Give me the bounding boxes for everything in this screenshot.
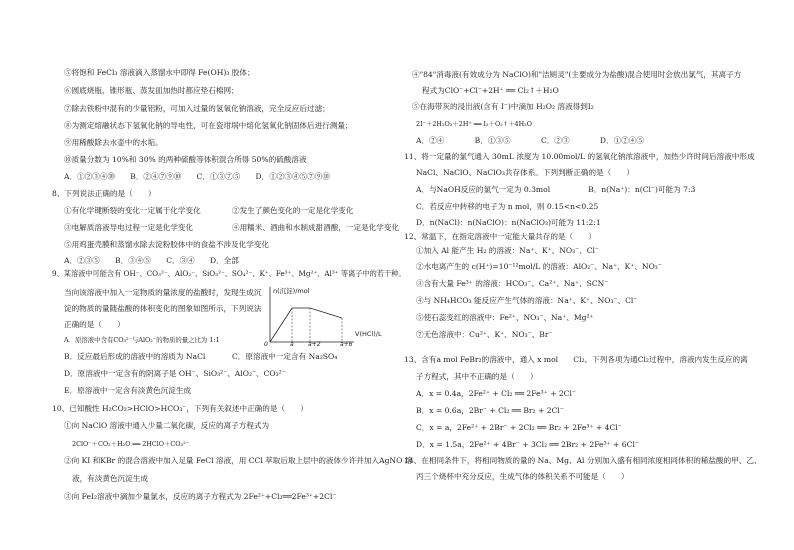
option-e: E．原溶液中一定含有淡黄色沉淀生成	[64, 386, 192, 395]
answer-options: A．②④ B．①③⑤ C．②③ D．①②④⑤	[416, 136, 644, 145]
precipitate-graph	[262, 284, 386, 346]
x-tick-label: 0	[264, 341, 268, 346]
statement: ③电解质溶液导电过程一定是化学变化	[64, 223, 194, 232]
statement: ⑤在海带灰的浸出液(含有 I⁻)中滴加 H₂O₂ 溶液得到I₂	[412, 102, 594, 111]
equation: 2I⁻＋2H₂O₂＋2H⁺ ══ I₂＋O₂↑＋4H₂O	[416, 120, 532, 128]
text-line: NaCl、NaClO、NaClO₃共存体系。下列判断正确的是（ ）	[416, 168, 635, 177]
question-10: 10、已知酸性 H₂CO₃>HClO>HCO₃⁻，下列有关叙述中正确的是（ ）	[52, 404, 308, 413]
option-c: C．原溶液中一定含有 Na₂SO₄	[232, 352, 338, 361]
question-9	[52, 269, 406, 279]
precipitate-series-line	[270, 308, 342, 342]
text-line: 淀的物质的量随盐酸的体积变化的图象如图所示，下列说法	[64, 304, 262, 313]
statement: ①有化学键断裂的变化一定属于化学变化	[64, 206, 201, 215]
text-line: 正确的是（ ）	[64, 320, 125, 329]
text-line: ⑦除去铁粉中混有的少量铝粉，可加入过量的氢氧化钠溶液，完全反应后过滤；	[64, 104, 330, 113]
option-c: C．若反应中转移的电子为 n mol，则 0.15<n<0.25	[416, 202, 599, 211]
option-b: B．反应最后形成的溶液中的溶质为 NaCl	[64, 352, 206, 361]
x-axis-label: V(HCl)/L	[355, 330, 382, 338]
option-b: B．x = 0.6a，2Br⁻ + Cl₂ ══ Br₂ + 2Cl⁻	[416, 406, 564, 415]
statement: ④"84"消毒液(有效成分为 NaClO)和"洁厕灵"(主要成分为盐酸)混合使用时会放出氯气，其离子方	[412, 70, 742, 79]
equation: 2ClO⁻＋CO₂＋H₂O ══ 2HClO＋CO₃²⁻	[72, 440, 190, 448]
text-line: 子方程式，其中不正确的是（ ）	[416, 372, 538, 381]
option-a: A．原溶液中含有CO₃²⁻与AlO₂⁻的物质的量之比为 1:1	[64, 336, 220, 344]
text-line: ⑨用稀酸除去水壶中的水垢。	[64, 138, 163, 147]
x-tick-label: a+6	[340, 341, 353, 346]
question-12: 12、常温下，在指定溶液中一定能大量共存的是（ ）	[404, 232, 596, 241]
option-d: D．x = 1.5a，2Fe²⁺ + 4Br⁻ + 3Cl₂ ══ 2Br₂ + 2Fe³⁺ + 6Cl⁻	[416, 440, 639, 449]
statement: ④用糯米、酒曲和水制成甜酒酿，一定是化学变化	[232, 223, 400, 232]
question-13: 13、含有a mol FeBr₂的溶液中，通入 x mol Cl₂。下列各项为通Cl₂过程中，溶液内发生反应的离	[404, 355, 748, 364]
statement: ①向 NaClO 溶液中通入少量二氧化碳，反应的离子方程式为	[64, 421, 270, 430]
option-ab: A．与NaOH反应的氯气一定为 0.3mol B．n(Na⁺)：n(Cl⁻)可能为 7:3	[416, 185, 696, 194]
statement: ①加入 Al 能产生 H₂ 的溶液：Na⁺、K⁺、NO₃⁻、Cl⁻	[416, 246, 599, 255]
option-d: D．原溶液中一定含有的阴离子是 OH⁻、SiO₃²⁻、AlO₂⁻、CO₃²⁻	[64, 369, 286, 378]
question-11: 11、将一定量的氯气通入 30mL 浓度为 10.00mol/L 的氢氧化钠浓溶液中，加热少许时间后溶液中形成	[404, 152, 755, 161]
question-8: 8、下列说法正确的是（ ）	[52, 189, 156, 198]
statement: ④与 NH₄HCO₃ 能反应产生气体的溶液：Na⁺、K⁺、NO₃⁻、Cl⁻	[416, 296, 638, 305]
text-line: 当向该溶液中加入一定物质的量浓度的盐酸时，发现生成沉	[64, 288, 262, 297]
statement: ⑤使石蕊变红的溶液中：Fe²⁺、NO₃⁻、Na⁺、Mg²⁺	[416, 313, 594, 322]
answer-options: A．②③⑤ B．③④⑤ C．③④ D．全部	[64, 256, 239, 265]
statement: ②水电离产生的 c(H⁺)=10⁻¹²mol/L 的溶液：AlO₂⁻、Na⁺、K⁺、NO₃⁻	[416, 262, 662, 271]
question-9-text: 9、某溶液中可能含有 OH⁻、CO₃²⁻、AlO₂⁻、SiO₃²⁻、SO₄²⁻、K⁺、Fe³⁺、Mg²⁺、Al³⁺ 等离子中的若干种。	[52, 269, 406, 278]
text-line: ⑤将饱和 FeCl₃ 溶液滴入蒸馏水中即得 Fe(OH)₃ 胶体；	[64, 68, 255, 77]
statement: ⑤用鸡蛋壳膜和蒸馏水除去淀粉胶体中的食盐不涉及化学变化	[64, 240, 270, 249]
answer-options: A．①②③④⑩ B．②④⑦⑨⑩ C．①③⑦⑤ D．①②③④⑤⑦⑨⑩	[64, 172, 330, 181]
text-line: ⑥圆底烧瓶、锥形瓶、蒸发皿加热时都应垫石棉网；	[64, 86, 239, 95]
text-line: 丙三个烧杯中充分反应，生成气体的体积关系不可能是（ ）	[416, 472, 629, 481]
statement: ③含有大量 Fe³⁺ 的溶液：HCO₃⁻、Ca²⁺、Na⁺、SCN⁻	[416, 279, 609, 288]
option-a: A．x = 0.4a，2Fe²⁺ + Cl₂ ══ 2Fe³⁺ + 2Cl⁻	[416, 389, 576, 398]
statement: ③向 FeI₂溶液中滴加少量氯水，反应的离子方程式为 2Fe²⁺+Cl₂══2Fe³⁺+2Cl⁻	[64, 492, 337, 501]
y-axis-label: n(沉淀)/mol	[273, 287, 310, 295]
text-line: ⑩质量分数为 10%和 30% 的两种硫酸等体积混合所得 50%的硫酸溶液	[64, 155, 307, 164]
equation: 程式为ClO⁻+Cl⁻+2H⁺ ══ Cl₂↑＋H₂O	[422, 86, 559, 95]
question-14: 14、在相同条件下，将相同物质的量的 Na、Mg、Al 分别加入盛有相同浓度相同体积的稀盐酸的甲、乙、	[404, 456, 762, 465]
x-tick-label: a	[290, 341, 294, 346]
option-d: D．n(NaCl)：n(NaClO)：n(NaClO₃)可能为 11:2:1	[416, 218, 601, 227]
statement: ②发生了颜色变化的一定是化学变化	[232, 206, 354, 215]
text-line: ⑧为测定熔融状态下氢氧化钠的导电性，可在瓷坩埚中熔化氢氧化钠固体后进行测量；	[64, 121, 353, 130]
statement: ②向 KI 和KBr 的混合溶液中加入足量 FeCl 溶液，用 CCl 萃取后取上层中的液体少许并加入AgNO 溶	[64, 456, 413, 465]
statement: ⑦无色溶液中：Cu²⁺、K⁺、NO₃⁻、Br⁻	[416, 330, 553, 339]
option-c: C．x = a，2Fe²⁺ + 2Br⁻ + 2Cl₂ ══ Br₂ + 2Fe³⁺ + 4Cl⁻	[416, 423, 622, 432]
statement: 液，有淡黄色沉淀生成	[72, 474, 148, 483]
x-tick-label: a+2	[308, 341, 321, 346]
